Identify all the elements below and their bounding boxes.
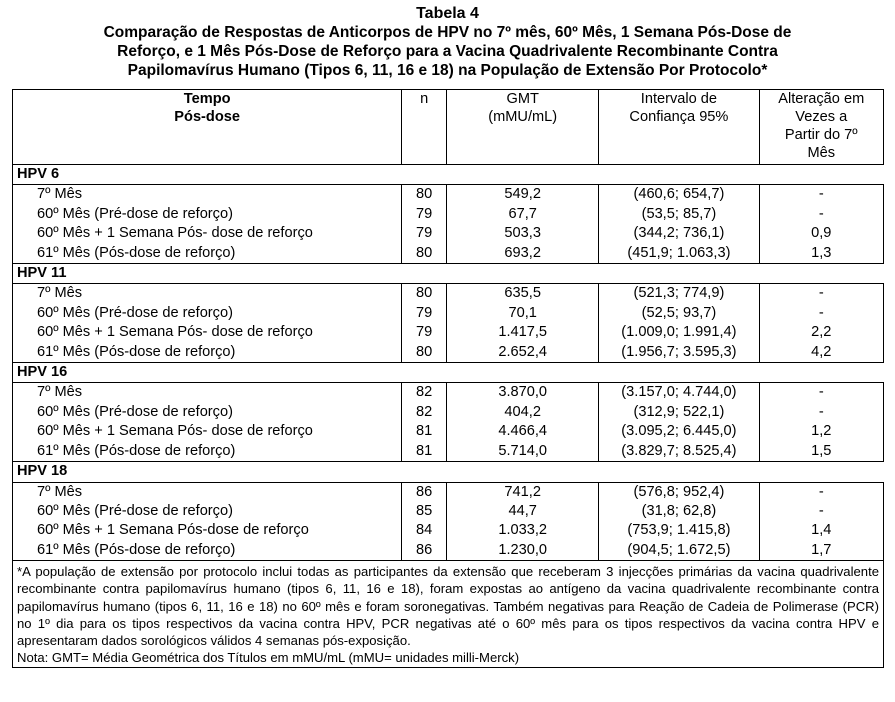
group-label: HPV 18 <box>13 462 884 482</box>
table-row: 61º Mês (Pós-dose de reforço) 81 5.714,0 (3.829,7; 8.525,4) 1,5 <box>13 442 884 462</box>
table-row: 60º Mês (Pré-dose de reforço) 82 404,2 (312,9; 522,1) - <box>13 403 884 422</box>
table-row: 60º Mês + 1 Semana Pós- dose de reforço 81 4.466,4 (3.095,2; 6.445,0) 1,2 <box>13 422 884 441</box>
abbreviation-note: Nota: GMT= Média Geométrica dos Títulos em mMU/mL (mMU= unidades milli-Merck) <box>17 650 520 666</box>
table-row: 60º Mês (Pré-dose de reforço) 79 70,1 (52,5; 93,7) - <box>13 304 884 323</box>
header-time: Tempo Pós-dose <box>13 90 402 165</box>
header-ci: Intervalo de Confiança 95% <box>599 90 759 165</box>
table-row: 60º Mês + 1 Semana Pós- dose de reforço 79 503,3 (344,2; 736,1) 0,9 <box>13 224 884 243</box>
header-n: n <box>402 90 447 165</box>
footnote-text: *A população de extensão por protocolo inclui todas as participantes da extensão que receberam 3 injecções primárias da vacina quadrivalente recombinante contra papilomavírus humano (tipos 6, 11, 16 e 18), foram expostas ao antígeno da vacina quadrivalente recombinante contra papilomavírus humano (tipos 6, 11, 16 e 18) no 60º mês e foram soronegativas. Também negativas para Reação de Cadeia de Polimerase (PCR) no 1º dia para os tipos respectivos da vacina contra HPV, PCR negativas até o 60º mês para os tipos respectivos da vacina contra HPV e apresentaram dados sorológicos válidos 4 semanas pós-exposição. <box>17 564 879 648</box>
table-row: 7º Mês 82 3.870,0 (3.157,0; 4.744,0) - <box>13 383 884 403</box>
table-row: 61º Mês (Pós-dose de reforço) 80 693,2 (451,9; 1.063,3) 1,3 <box>13 244 884 264</box>
group-row <box>13 462 884 482</box>
header-gmt: GMT (mMU/mL) <box>447 90 599 165</box>
table-row: 61º Mês (Pós-dose de reforço) 86 1.230,0 (904,5; 1.672,5) 1,7 <box>13 541 884 561</box>
title-line-3: Papilomavírus Humano (Tipos 6, 11, 16 e 18) na População de Extensão Por Protocolo* <box>127 62 768 79</box>
antibody-response-table <box>12 89 884 668</box>
group-row <box>13 264 884 284</box>
table-row: 7º Mês 80 549,2 (460,6; 654,7) - <box>13 185 884 205</box>
group-label: HPV 11 <box>13 264 884 284</box>
table-number: Tabela 4 <box>416 5 479 22</box>
table-row: 60º Mês + 1 Semana Pós-dose de reforço 84 1.033,2 (753,9; 1.415,8) 1,4 <box>13 521 884 540</box>
group-label: HPV 6 <box>13 165 884 185</box>
header-fold-change: Alteração em Vezes a Partir do 7º Mês <box>759 90 884 165</box>
table-row: 61º Mês (Pós-dose de reforço) 80 2.652,4 (1.956,7; 3.595,3) 4,2 <box>13 343 884 363</box>
table-title <box>0 0 895 80</box>
table-row: 60º Mês (Pré-dose de reforço) 79 67,7 (53,5; 85,7) - <box>13 205 884 224</box>
footnote-cell <box>13 561 884 668</box>
header-row <box>13 90 884 165</box>
table-row: 7º Mês 86 741,2 (576,8; 952,4) - <box>13 482 884 502</box>
group-label: HPV 16 <box>13 363 884 383</box>
table-row: 60º Mês (Pré-dose de reforço) 85 44,7 (31,8; 62,8) - <box>13 502 884 521</box>
group-row <box>13 165 884 185</box>
table-row: 60º Mês + 1 Semana Pós- dose de reforço 79 1.417,5 (1.009,0; 1.991,4) 2,2 <box>13 323 884 342</box>
title-line-1: Comparação de Respostas de Anticorpos de HPV no 7º mês, 60º Mês, 1 Semana Pós-Dose de <box>103 24 792 41</box>
group-row <box>13 363 884 383</box>
title-line-2: Reforço, e 1 Mês Pós-Dose de Reforço para a Vacina Quadrivalente Recombinante Contra <box>117 43 778 60</box>
footnote-row <box>13 561 884 668</box>
table-row: 7º Mês 80 635,5 (521,3; 774,9) - <box>13 284 884 304</box>
